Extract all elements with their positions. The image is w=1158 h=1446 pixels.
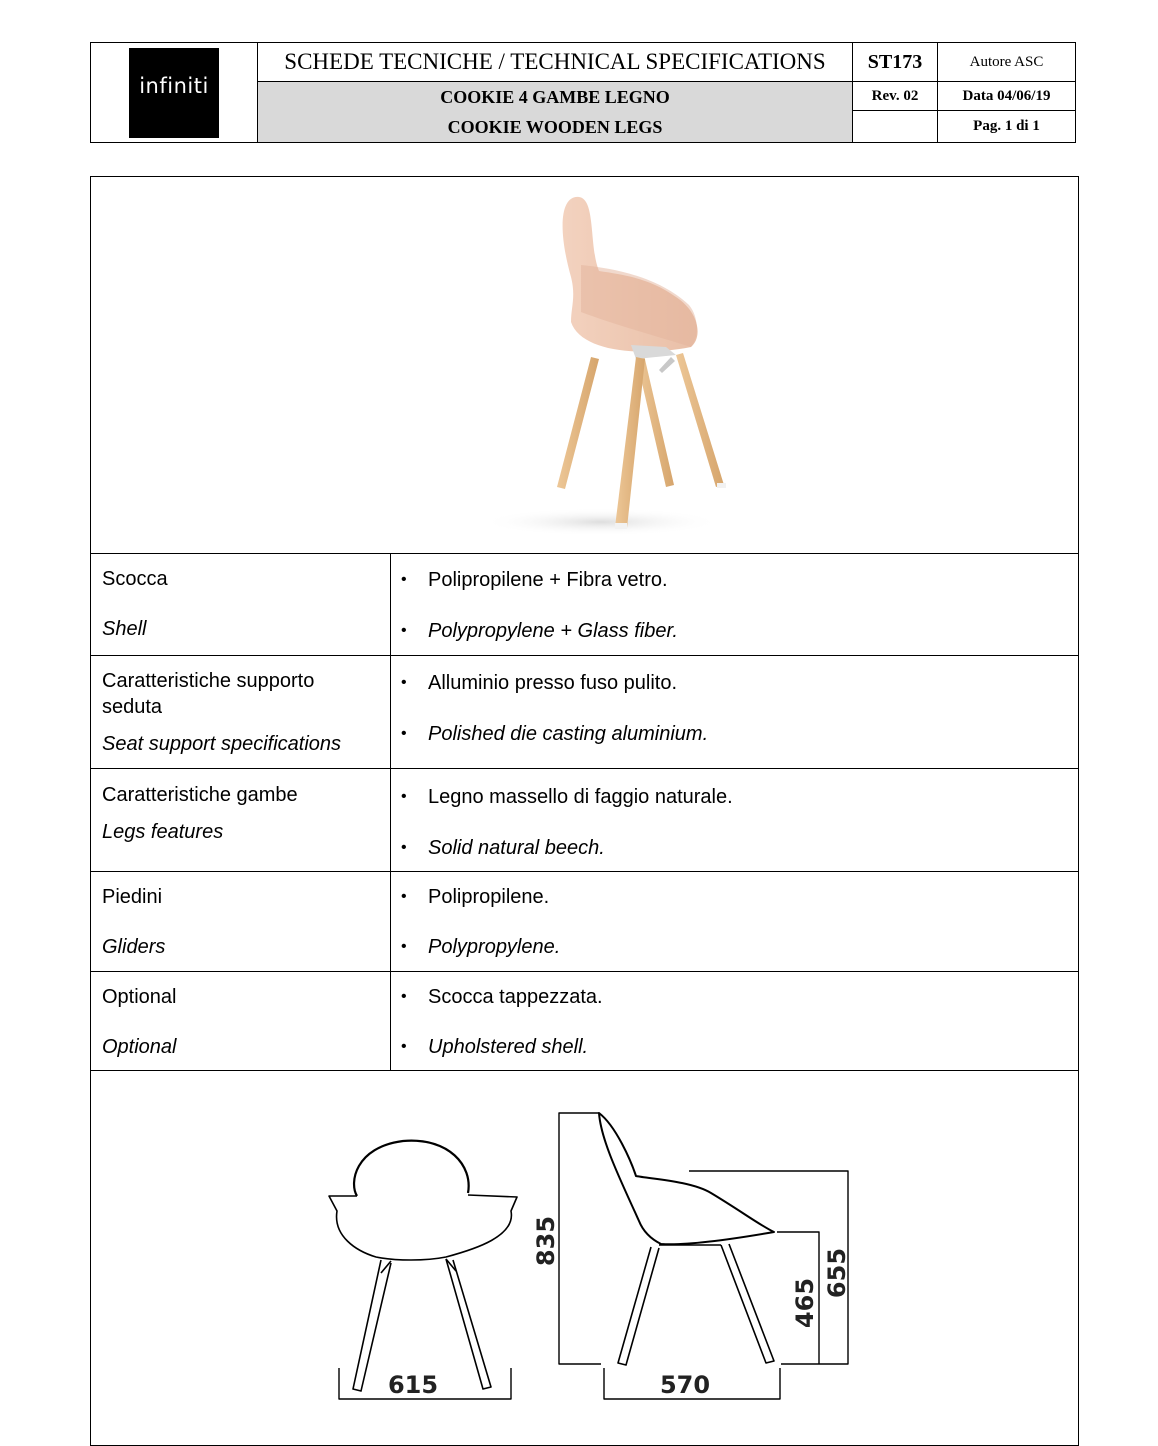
spec-label-en: Optional bbox=[102, 1036, 177, 1058]
spec-row-shell bbox=[91, 553, 1078, 656]
spec-value-cell bbox=[391, 656, 1078, 768]
spec-label-cell bbox=[91, 553, 391, 655]
spec-value-en: Polypropylene + Glass fiber. bbox=[428, 620, 678, 642]
side-leg-back bbox=[721, 1244, 774, 1363]
product-name-it: COOKIE 4 GAMBE LEGNO bbox=[440, 86, 670, 107]
glider bbox=[717, 483, 726, 488]
floor-shadow bbox=[481, 508, 721, 536]
spec-value-it: Alluminio presso fuso pulito. bbox=[428, 672, 678, 694]
spec-label-it: Caratteristiche gambe bbox=[102, 784, 298, 806]
spec-value-en: Upholstered shell. bbox=[428, 1036, 589, 1058]
front-shell-body bbox=[329, 1195, 517, 1260]
spec-row-optional bbox=[91, 972, 1078, 1071]
bullet-icon: • bbox=[401, 622, 407, 639]
spec-value-cell bbox=[391, 769, 1078, 871]
logo-cell bbox=[91, 43, 258, 142]
technical-drawing-area bbox=[91, 1071, 1078, 1445]
armrest-height-label: 655 bbox=[823, 1247, 851, 1299]
author: Autore ASC bbox=[969, 53, 1044, 70]
bullet-icon: • bbox=[401, 839, 407, 856]
product-photo-area bbox=[91, 177, 1078, 554]
side-view bbox=[599, 1113, 774, 1365]
front-shell-top bbox=[354, 1141, 469, 1196]
product-name-cell bbox=[258, 81, 853, 142]
spec-label-it: Optional bbox=[102, 986, 177, 1008]
width-label: 615 bbox=[387, 1371, 439, 1399]
leg-bracket bbox=[659, 357, 675, 373]
bullet-icon: • bbox=[401, 788, 407, 805]
seat-height-label: 465 bbox=[791, 1277, 819, 1329]
glider bbox=[615, 523, 627, 529]
spec-label-it-line2: seduta bbox=[102, 696, 163, 718]
chair-leg bbox=[557, 357, 599, 489]
side-leg-front bbox=[618, 1247, 659, 1365]
depth-label: 570 bbox=[659, 1371, 711, 1399]
bullet-icon: • bbox=[401, 938, 407, 955]
spec-value-en: Polypropylene. bbox=[428, 936, 561, 958]
front-leg-left bbox=[353, 1260, 391, 1391]
side-shell bbox=[599, 1113, 774, 1244]
chair-photo bbox=[431, 187, 731, 547]
spec-value-en: Solid natural beech. bbox=[428, 837, 605, 859]
document-title: SCHEDE TECNICHE / TECHNICAL SPECIFICATIONS bbox=[258, 43, 853, 81]
dimension-drawing bbox=[91, 1071, 1078, 1445]
document-header bbox=[90, 42, 1076, 143]
spec-value-it: Polipropilene + Fibra vetro. bbox=[428, 569, 668, 591]
spec-value-cell bbox=[391, 872, 1078, 971]
bullet-icon: • bbox=[401, 674, 407, 691]
chair-leg bbox=[676, 353, 724, 487]
page-number: Pag. 1 di 1 bbox=[973, 118, 1040, 134]
date: Data 04/06/19 bbox=[938, 81, 1075, 111]
blank-cell bbox=[853, 111, 938, 142]
spec-value-en: Polished die casting aluminium. bbox=[428, 723, 709, 745]
spec-label-cell bbox=[91, 769, 391, 871]
front-leg-right bbox=[446, 1259, 491, 1389]
spec-value-it: Scocca tappezzata. bbox=[428, 986, 603, 1008]
spec-label-cell bbox=[91, 972, 391, 1070]
revision: Rev. 02 bbox=[853, 81, 938, 111]
bullet-icon: • bbox=[401, 1038, 407, 1055]
spec-row-seat-support bbox=[91, 656, 1078, 769]
spec-label-cell bbox=[91, 656, 391, 768]
spec-row-legs bbox=[91, 769, 1078, 872]
spec-label-en: Seat support specifications bbox=[102, 733, 342, 755]
bullet-icon: • bbox=[401, 888, 407, 905]
spec-label-it: Scocca bbox=[102, 568, 168, 590]
spec-label-en: Legs features bbox=[102, 821, 224, 843]
spec-label-it: Caratteristiche supporto bbox=[102, 670, 315, 692]
infiniti-logo bbox=[129, 48, 219, 138]
spec-label-en: Gliders bbox=[102, 936, 166, 958]
product-name-en: COOKIE WOODEN LEGS bbox=[447, 116, 663, 137]
spec-value-it: Legno massello di faggio naturale. bbox=[428, 786, 733, 808]
spec-label-en: Shell bbox=[102, 618, 147, 640]
bullet-icon: • bbox=[401, 725, 407, 742]
logo-text: infiniti bbox=[139, 73, 209, 98]
spec-value-cell bbox=[391, 553, 1078, 655]
spec-value-cell bbox=[391, 972, 1078, 1070]
spec-row-gliders bbox=[91, 872, 1078, 972]
document-code: ST173 bbox=[853, 43, 938, 81]
spec-label-cell bbox=[91, 872, 391, 971]
spec-value-it: Polipropilene. bbox=[428, 886, 550, 908]
chair-leg bbox=[615, 357, 645, 528]
height-dimension-line bbox=[559, 1113, 601, 1364]
bullet-icon: • bbox=[401, 988, 407, 1005]
spec-label-it: Piedini bbox=[102, 886, 163, 908]
height-label: 835 bbox=[532, 1215, 560, 1267]
front-view bbox=[329, 1141, 517, 1391]
spec-sheet-body bbox=[90, 176, 1079, 1446]
bullet-icon: • bbox=[401, 571, 407, 588]
front-support bbox=[381, 1259, 456, 1273]
